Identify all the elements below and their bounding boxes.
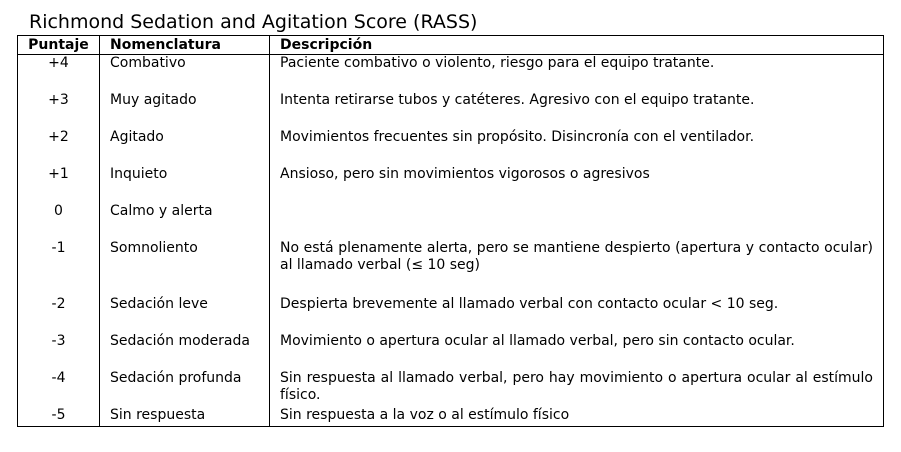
name-cell: Somnoliento xyxy=(100,240,270,296)
header-name: Nomenclatura xyxy=(100,36,270,55)
table-row xyxy=(18,92,884,129)
name-cell: Inquieto xyxy=(100,166,270,203)
description-cell: Despierta brevemente al llamado verbal con contacto ocular < 10 seg. xyxy=(270,296,884,333)
table-row xyxy=(18,240,884,296)
name-cell: Agitado xyxy=(100,129,270,166)
table-header-row xyxy=(18,36,884,55)
score-cell: -4 xyxy=(18,370,100,407)
description-cell: Movimientos frecuentes sin propósito. Disincronía con el ventilador. xyxy=(270,129,884,166)
description-cell xyxy=(270,203,884,240)
description-cell: No está plenamente alerta, pero se mantiene despierto (apertura y contacto ocular) al llamado verbal (≤ 10 seg) xyxy=(270,240,884,296)
score-cell: +4 xyxy=(18,55,100,93)
header-description: Descripción xyxy=(270,36,884,55)
table-row xyxy=(18,407,884,427)
name-cell: Sin respuesta xyxy=(100,407,270,427)
description-cell: Sin respuesta a la voz o al estímulo físico xyxy=(270,407,884,427)
description-cell: Ansioso, pero sin movimientos vigorosos o agresivos xyxy=(270,166,884,203)
score-cell: -1 xyxy=(18,240,100,296)
name-cell: Combativo xyxy=(100,55,270,93)
table-row xyxy=(18,55,884,93)
rass-table xyxy=(17,35,884,427)
description-cell: Paciente combativo o violento, riesgo para el equipo tratante. xyxy=(270,55,884,93)
description-cell: Intenta retirarse tubos y catéteres. Agresivo con el equipo tratante. xyxy=(270,92,884,129)
name-cell: Sedación leve xyxy=(100,296,270,333)
score-cell: -5 xyxy=(18,407,100,427)
table-row xyxy=(18,129,884,166)
score-cell: -3 xyxy=(18,333,100,370)
table-row xyxy=(18,370,884,407)
table-row xyxy=(18,333,884,370)
score-cell: -2 xyxy=(18,296,100,333)
table-row xyxy=(18,296,884,333)
name-cell: Sedación profunda xyxy=(100,370,270,407)
page-title: Richmond Sedation and Agitation Score (RASS) xyxy=(29,11,478,33)
description-cell: Movimiento o apertura ocular al llamado verbal, pero sin contacto ocular. xyxy=(270,333,884,370)
name-cell: Muy agitado xyxy=(100,92,270,129)
score-cell: 0 xyxy=(18,203,100,240)
name-cell: Sedación moderada xyxy=(100,333,270,370)
header-score: Puntaje xyxy=(18,36,100,55)
score-cell: +3 xyxy=(18,92,100,129)
table-row xyxy=(18,203,884,240)
score-cell: +2 xyxy=(18,129,100,166)
table-row xyxy=(18,166,884,203)
name-cell: Calmo y alerta xyxy=(100,203,270,240)
description-cell: Sin respuesta al llamado verbal, pero hay movimiento o apertura ocular al estímulo físico. xyxy=(270,370,884,407)
score-cell: +1 xyxy=(18,166,100,203)
